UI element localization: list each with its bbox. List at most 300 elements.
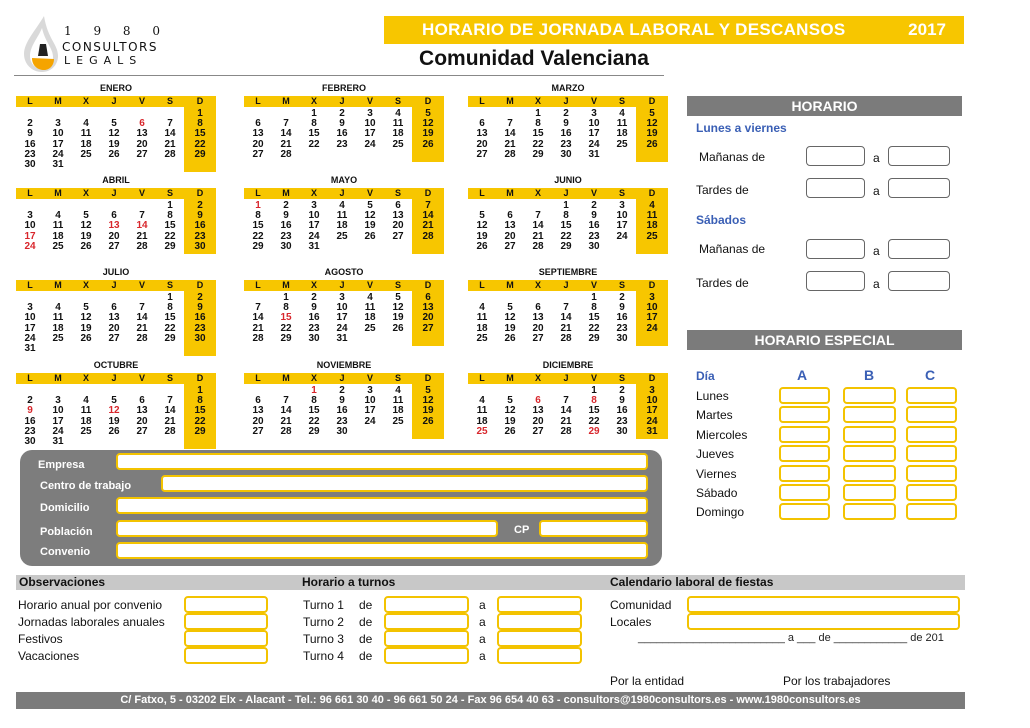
month-noviembre: [244, 360, 444, 439]
calendar-day: 22: [308, 138, 320, 150]
calendar-day: 10: [52, 128, 64, 140]
calendar-day: 13: [108, 220, 120, 232]
calendar-day: 15: [532, 128, 544, 140]
weekday-label: J: [563, 96, 569, 106]
obs-festivos: Festivos: [18, 632, 63, 646]
horario-especial-header: HORARIO ESPECIAL: [687, 330, 962, 350]
weekday-label: M: [506, 373, 514, 383]
turno-from-input[interactable]: [384, 613, 469, 630]
calendar-day: 26: [80, 332, 92, 344]
calendar-day: 27: [252, 425, 264, 437]
calendar-day: 31: [52, 159, 64, 170]
calendar-day: 22: [280, 322, 292, 334]
weekday-label: X: [534, 373, 541, 383]
weekday-morning-label: Mañanas de: [699, 150, 766, 164]
turno-from-input[interactable]: [384, 630, 469, 647]
weekday-label: X: [82, 188, 89, 198]
weekday-label: L: [255, 373, 261, 383]
saturday-morning-label: Mañanas de: [699, 242, 766, 256]
calendar-day: 6: [255, 118, 261, 130]
calendar-day: 15: [280, 312, 292, 324]
calendar-day: 15: [588, 405, 600, 417]
fiestas-title: Calendario laboral de fiestas: [610, 575, 774, 589]
calendar-day: 19: [422, 405, 434, 417]
calendar-day: 31: [52, 436, 64, 447]
month-junio: [468, 175, 668, 254]
weekday-afternoon-from-input[interactable]: [806, 178, 865, 198]
calendar-day: 16: [616, 312, 628, 324]
calendar-day: 28: [164, 425, 176, 437]
calendar-day: 19: [80, 230, 92, 242]
calendar-day: 24: [52, 425, 64, 437]
saturday-afternoon-from-input[interactable]: [806, 271, 865, 291]
month-title: FEBRERO: [321, 83, 366, 93]
month-title: NOVIEMBRE: [316, 360, 372, 370]
especial-input-a[interactable]: [779, 387, 830, 404]
calendar-day: 15: [308, 128, 320, 140]
weekday-label: S: [394, 280, 401, 290]
calendar-day: 14: [532, 220, 544, 232]
calendar-day: 14: [504, 128, 516, 140]
month-title: MAYO: [330, 175, 358, 185]
calendar-day: 23: [336, 415, 348, 427]
calendar-day: 3: [55, 395, 61, 407]
weekday-label: X: [534, 96, 541, 106]
fiestas-comunidad: Comunidad: [610, 598, 672, 612]
especial-input-a[interactable]: [779, 406, 830, 423]
calendar-day: 8: [255, 210, 261, 222]
especial-input-a[interactable]: [779, 445, 830, 462]
observaciones-title: Observaciones: [19, 575, 106, 589]
turno-to-input[interactable]: [497, 613, 582, 630]
calendar-day: 28: [136, 240, 148, 252]
calendar-day: 1: [197, 108, 203, 119]
weekday-label: M: [282, 188, 290, 198]
calendar-day: 24: [24, 332, 36, 344]
weekday-morning-from-input[interactable]: [806, 146, 865, 166]
calendar-day: 1: [591, 292, 597, 303]
obs-festivos-input[interactable]: [184, 630, 268, 647]
especial-input-a[interactable]: [779, 465, 830, 482]
especial-input-b[interactable]: [843, 484, 896, 501]
calendar-day: 30: [24, 159, 36, 170]
calendar-day: 26: [476, 240, 488, 252]
especial-input-b[interactable]: [843, 465, 896, 482]
especial-input-a[interactable]: [779, 426, 830, 443]
especial-day-label: Lunes: [696, 389, 729, 403]
calendar-day: 13: [252, 405, 264, 417]
especial-input-b[interactable]: [843, 406, 896, 423]
calendar-day: 17: [364, 128, 376, 140]
calendar-day: 6: [139, 395, 145, 407]
header-divider: [14, 75, 664, 76]
weekday-label: L: [255, 96, 261, 106]
calendar-day: 17: [52, 138, 64, 150]
calendar-day: 21: [504, 138, 516, 150]
calendar-day: 29: [280, 332, 292, 344]
calendar-day: 25: [52, 240, 64, 252]
calendar-day: 5: [507, 395, 513, 407]
calendar-day: 6: [111, 302, 117, 314]
calendar-day: 29: [532, 148, 544, 160]
weekday-label: L: [27, 373, 33, 383]
calendar-day: 25: [392, 415, 404, 427]
cp-input[interactable]: [539, 520, 648, 537]
calendar-day: 20: [136, 138, 148, 150]
calendar-day: 15: [194, 128, 206, 140]
weekday-label: M: [54, 96, 62, 106]
calendar-day: 2: [339, 385, 345, 396]
calendar-day: 15: [252, 220, 264, 232]
calendar-day: 5: [83, 210, 89, 222]
calendar-day: 12: [422, 118, 434, 130]
weekday-label: D: [424, 280, 432, 290]
calendar-day: 12: [80, 312, 92, 324]
calendar-day: 2: [619, 385, 625, 396]
especial-day-label: Sábado: [696, 486, 738, 500]
calendar-day: 10: [646, 395, 658, 407]
especial-input-c[interactable]: [906, 503, 957, 520]
company-logo: [18, 14, 178, 76]
calendar-day: 3: [649, 385, 655, 396]
calendar-day: 24: [336, 322, 348, 334]
calendar-day: 27: [532, 332, 544, 344]
calendar-day: 14: [164, 128, 176, 140]
centro-input[interactable]: [161, 475, 648, 492]
calendar-day: 11: [616, 118, 628, 130]
calendar-day: 1: [167, 200, 173, 211]
calendar-day: 11: [52, 312, 64, 324]
calendar-day: 28: [560, 332, 572, 344]
calendar-day: 29: [588, 332, 600, 344]
calendar-day: 5: [111, 118, 117, 130]
especial-input-c[interactable]: [906, 445, 957, 462]
calendar-day: 21: [136, 230, 148, 242]
weekday-label: M: [54, 373, 62, 383]
calendar-day: 16: [560, 128, 572, 140]
weekday-afternoon-a: a: [873, 184, 880, 198]
calendar-day: 4: [55, 210, 61, 222]
calendar-day: 16: [336, 405, 348, 417]
month-title: SEPTIEMBRE: [538, 267, 598, 277]
fiestas-date-line: ________________________ a ___ de ____________ de 201: [638, 632, 944, 644]
calendar-day: 7: [255, 302, 261, 314]
turno-label: Turno 1: [303, 598, 344, 612]
calendar-day: 27: [108, 240, 120, 252]
calendar-day: 12: [504, 312, 516, 324]
weekday-label: X: [310, 96, 317, 106]
calendar-day: 21: [422, 220, 434, 232]
calendar-day: 16: [194, 220, 206, 232]
calendar-day: 22: [588, 322, 600, 334]
calendar-day: 5: [649, 108, 655, 119]
calendar-day: 21: [164, 415, 176, 427]
turno-to-input[interactable]: [497, 596, 582, 613]
calendar-day: 13: [108, 312, 120, 324]
turno-a: a: [479, 649, 486, 663]
bottom-band: [16, 575, 965, 590]
calendar-day: 4: [339, 200, 345, 211]
saturday-morning-from-input[interactable]: [806, 239, 865, 259]
weekday-label: J: [111, 188, 117, 198]
calendar-day: 15: [164, 312, 176, 324]
weekday-label: J: [339, 280, 345, 290]
calendar-day: 24: [364, 138, 376, 150]
calendar-day: 25: [364, 322, 376, 334]
calendar-day: 27: [136, 425, 148, 437]
weekday-label: D: [648, 373, 656, 383]
weekday-label: M: [54, 280, 62, 290]
calendar-day: 28: [164, 148, 176, 160]
especial-input-b[interactable]: [843, 503, 896, 520]
calendar-day: 16: [280, 220, 292, 232]
especial-input-a[interactable]: [779, 503, 830, 520]
calendar-day: 22: [164, 230, 176, 242]
calendar-day: 12: [646, 118, 658, 130]
calendar-day: 16: [308, 312, 320, 324]
calendar-day: 12: [364, 210, 376, 222]
calendar-day: 9: [339, 118, 345, 130]
calendar-day: 5: [507, 302, 513, 314]
calendar-day: 20: [476, 138, 488, 150]
especial-input-b[interactable]: [843, 387, 896, 404]
weekday-afternoon-to-input[interactable]: [888, 178, 950, 198]
obs-vacaciones-input[interactable]: [184, 647, 268, 664]
calendar-day: 20: [532, 322, 544, 334]
calendar-day: 7: [139, 210, 145, 222]
weekday-label: S: [166, 96, 173, 106]
calendar-day: 29: [164, 332, 176, 344]
calendar-day: 4: [479, 302, 485, 314]
weekday-label: D: [424, 96, 432, 106]
fiestas-locales-input[interactable]: [687, 613, 960, 630]
calendar-day: 22: [560, 230, 572, 242]
calendar-day: 19: [504, 415, 516, 427]
poblacion-input[interactable]: [116, 520, 498, 537]
turno-to-input[interactable]: [497, 647, 582, 664]
weekday-label: S: [166, 280, 173, 290]
calendar-day: 23: [588, 230, 600, 242]
turno-to-input[interactable]: [497, 630, 582, 647]
calendar-day: 16: [194, 312, 206, 324]
calendar-day: 20: [252, 415, 264, 427]
calendar-day: 16: [24, 138, 36, 150]
calendar-day: 14: [136, 220, 148, 232]
calendar-day: 11: [52, 220, 64, 232]
calendar-day: 26: [80, 240, 92, 252]
calendar-day: 3: [27, 302, 33, 314]
calendar-day: 18: [364, 312, 376, 324]
calendar-day: 8: [197, 395, 203, 407]
especial-input-a[interactable]: [779, 484, 830, 501]
calendar-day: 21: [532, 230, 544, 242]
calendar-day: 19: [422, 128, 434, 140]
calendar-day: 1: [197, 385, 203, 396]
weekday-label: J: [563, 280, 569, 290]
calendar-day: 7: [139, 302, 145, 314]
turno-de: de: [359, 632, 373, 646]
domicilio-label: Domicilio: [40, 502, 90, 514]
saturday-afternoon-to-input[interactable]: [888, 271, 950, 291]
month-title: ENERO: [99, 83, 132, 93]
calendar-day: 19: [80, 322, 92, 334]
calendar-day: 26: [108, 425, 120, 437]
calendar-day: 19: [108, 138, 120, 150]
weekday-label: X: [82, 280, 89, 290]
calendar-day: 18: [616, 128, 628, 140]
calendar-day: 21: [560, 415, 572, 427]
turno-from-input[interactable]: [384, 647, 469, 664]
calendar-day: 4: [649, 200, 655, 211]
calendar-day: 16: [24, 415, 36, 427]
calendar-day: 19: [392, 312, 404, 324]
firma-entidad: Por la entidad: [610, 674, 685, 688]
calendar-day: 26: [504, 332, 516, 344]
especial-input-c[interactable]: [906, 406, 957, 423]
calendar-day: 7: [283, 395, 289, 407]
calendar-day: 27: [136, 148, 148, 160]
domicilio-input[interactable]: [116, 497, 648, 514]
obs-horario-anual-input[interactable]: [184, 596, 268, 613]
weekday-label: D: [196, 280, 204, 290]
calendar-day: 3: [649, 292, 655, 303]
calendar-day: 8: [311, 395, 317, 407]
especial-input-c[interactable]: [906, 387, 957, 404]
calendar-day: 10: [52, 405, 64, 417]
calendar-day: 31: [24, 343, 36, 354]
especial-input-c[interactable]: [906, 426, 957, 443]
calendar-day: 6: [425, 292, 431, 303]
calendar-day: 14: [136, 312, 148, 324]
calendar-day: 21: [136, 322, 148, 334]
calendar-day: 15: [560, 220, 572, 232]
calendar-day: 23: [336, 138, 348, 150]
calendar-day: 1: [255, 200, 261, 211]
calendar-day: 9: [311, 302, 317, 314]
calendar-day: 23: [24, 148, 36, 160]
turno-a: a: [479, 598, 486, 612]
convenio-input[interactable]: [116, 542, 648, 559]
turno-de: de: [359, 615, 373, 629]
calendar-day: 8: [591, 302, 597, 314]
calendar-day: 4: [619, 108, 625, 119]
especial-day-label: Martes: [696, 408, 733, 422]
obs-jornadas-input[interactable]: [184, 613, 268, 630]
empresa-input[interactable]: [116, 453, 648, 470]
calendar-day: 26: [422, 138, 434, 150]
calendar-day: 5: [425, 108, 431, 119]
calendar-day: 15: [164, 220, 176, 232]
calendar-day: 20: [422, 312, 434, 324]
calendar-day: 29: [252, 240, 264, 252]
calendar-day: 13: [136, 128, 148, 140]
calendar-day: 10: [24, 220, 36, 232]
weekday-label: S: [166, 373, 173, 383]
calendar-day: 9: [27, 128, 33, 140]
calendar-day: 30: [194, 332, 206, 344]
especial-input-c[interactable]: [906, 484, 957, 501]
weekday-label: L: [27, 280, 33, 290]
weekday-morning-to-input[interactable]: [888, 146, 950, 166]
calendar-day: 27: [422, 322, 434, 334]
especial-input-b[interactable]: [843, 426, 896, 443]
calendar-day: 3: [619, 200, 625, 211]
calendar-day: 17: [616, 220, 628, 232]
fiestas-comunidad-input[interactable]: [687, 596, 960, 613]
calendar-day: 16: [616, 405, 628, 417]
calendar-day: 20: [136, 415, 148, 427]
especial-input-c[interactable]: [906, 465, 957, 482]
calendar-day: 29: [308, 425, 320, 437]
calendar-day: 14: [560, 312, 572, 324]
calendar-day: 13: [422, 302, 434, 314]
calendar-day: 23: [194, 230, 206, 242]
calendar-day: 9: [283, 210, 289, 222]
calendar-day: 11: [476, 312, 488, 324]
logo-drop-icon: [18, 14, 62, 76]
weekday-label: X: [310, 373, 317, 383]
weekday-label: L: [27, 96, 33, 106]
calendar-day: 30: [616, 425, 628, 437]
calendar-day: 18: [646, 220, 658, 232]
calendar-day: 14: [280, 405, 292, 417]
calendar-day: 8: [563, 210, 569, 222]
calendar-day: 24: [52, 148, 64, 160]
weekday-label: X: [534, 188, 541, 198]
obs-horario-anual: Horario anual por convenio: [18, 598, 163, 612]
month-title: DICIEMBRE: [542, 360, 594, 370]
calendar-day: 5: [83, 302, 89, 314]
calendar-day: 2: [591, 200, 597, 211]
sabados-label: Sábados: [696, 213, 747, 227]
calendar-day: 14: [164, 405, 176, 417]
saturday-morning-to-input[interactable]: [888, 239, 950, 259]
calendar-day: 7: [563, 395, 569, 407]
calendar-day: 23: [24, 425, 36, 437]
calendar-day: 15: [194, 405, 206, 417]
calendar-day: 30: [194, 240, 206, 252]
calendar-day: 6: [507, 210, 513, 222]
turno-from-input[interactable]: [384, 596, 469, 613]
calendar-day: 12: [108, 128, 120, 140]
especial-input-b[interactable]: [843, 445, 896, 462]
weekday-label: S: [394, 373, 401, 383]
logo-legals: LEGALS: [64, 54, 143, 67]
calendar-day: 1: [563, 200, 569, 211]
calendar-day: 27: [476, 148, 488, 160]
weekday-label: L: [255, 280, 261, 290]
calendar-day: 6: [535, 302, 541, 314]
calendar-day: 25: [616, 138, 628, 150]
cp-label: CP: [514, 524, 530, 536]
month-octubre: [16, 360, 216, 449]
weekday-label: V: [138, 188, 145, 198]
weekday-label: X: [82, 96, 89, 106]
weekday-afternoon-label: Tardes de: [696, 183, 749, 197]
calendar-day: 29: [560, 240, 572, 252]
calendar-day: 12: [108, 405, 120, 417]
lunes-viernes-label: Lunes a viernes: [696, 121, 787, 135]
calendar-day: 1: [591, 385, 597, 396]
calendar-day: 31: [646, 425, 658, 437]
calendar-day: 22: [532, 138, 544, 150]
calendar-day: 18: [52, 322, 64, 334]
calendar-day: 30: [280, 240, 292, 252]
calendar-day: 1: [167, 292, 173, 303]
calendar-day: 13: [252, 128, 264, 140]
calendar-day: 8: [535, 118, 541, 130]
calendar-day: 4: [83, 118, 89, 130]
